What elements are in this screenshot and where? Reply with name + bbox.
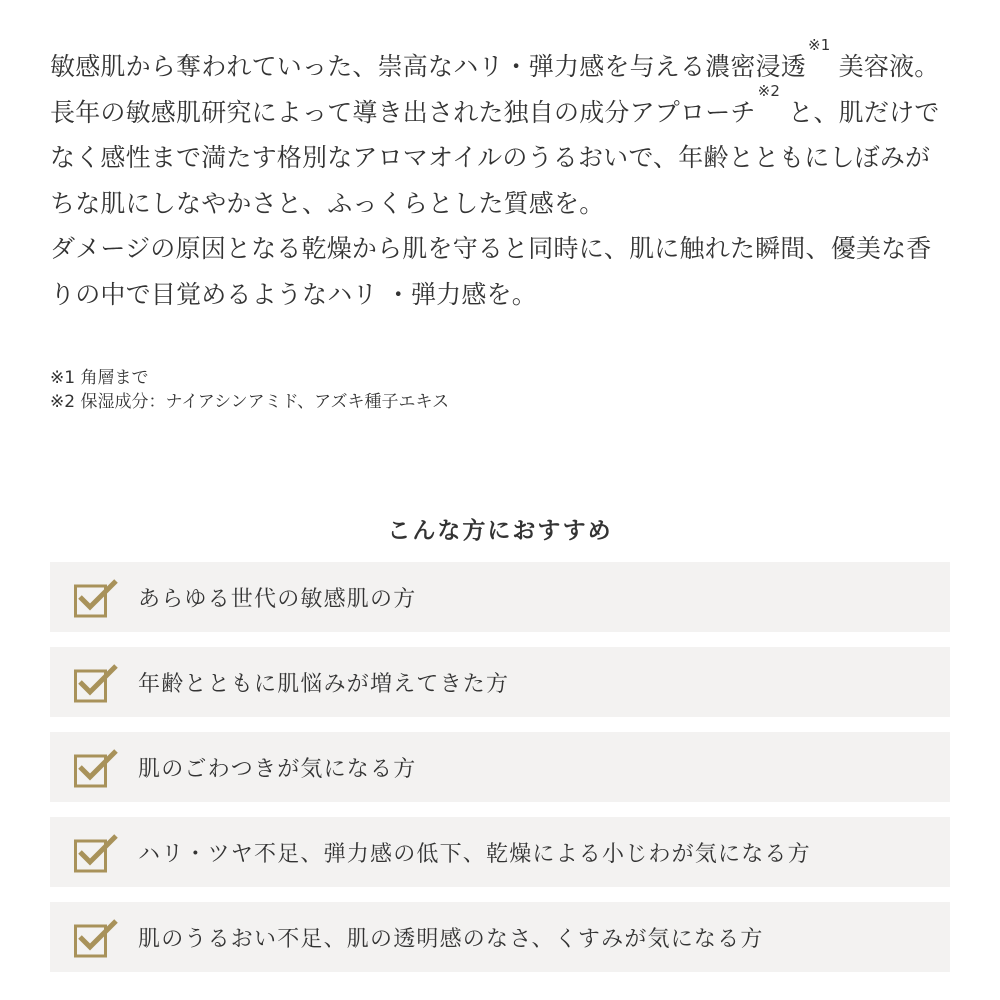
list-item-label: 肌のごわつきが気になる方	[138, 756, 417, 782]
product-description	[50, 36, 950, 317]
checkbox-checked-icon	[74, 919, 120, 959]
description-paragraph-3: ダメージの原因となる乾燥から肌を守ると同時に、肌に触れた瞬間、優美な香りの中で目覚めるようなハリ ・弾力感を。	[50, 234, 932, 309]
footnote-ref-1: ※1	[808, 36, 831, 54]
list-item	[50, 732, 950, 802]
description-paragraph-1: 敏感肌から奪われていった、崇高なハリ・弾力感を与える濃密浸透$^{※1}$ 美容液。	[50, 36, 940, 81]
list-item	[50, 902, 950, 972]
list-item	[50, 647, 950, 717]
footnote-ref-2: ※2	[757, 81, 781, 100]
checkbox-checked-icon	[74, 579, 120, 619]
checkbox-checked-icon	[74, 664, 120, 704]
footnote-1: ※1 角層まで	[50, 368, 149, 388]
footnotes	[50, 366, 449, 414]
list-item-label: 肌のうるおい不足、肌の透明感のなさ、くすみが気になる方	[138, 926, 764, 952]
list-item-label: ハリ・ツヤ不足、弾力感の低下、乾燥による小じわが気になる方	[138, 841, 811, 867]
list-item	[50, 817, 950, 887]
recommend-heading: こんな方におすすめ	[387, 518, 613, 544]
list-item	[50, 562, 950, 632]
checkbox-checked-icon	[74, 749, 120, 789]
checkbox-checked-icon	[74, 834, 120, 874]
list-item-label: 年齢とともに肌悩みが増えてきた方	[138, 671, 510, 697]
footnote-2: ※2 保湿成分：ナイアシンアミド、アズキ種子エキス	[50, 392, 450, 412]
description-paragraph-2: 長年の敏感肌研究によって導き出された独自の成分アプローチ$^{※2}$ と、肌だけでなく感性まで満たす格別なアロマオイルのうるおいで、年齢とともにしぼみがちな肌にしなやかさと、ふっくらとした質感を。	[50, 81, 940, 218]
list-item-label: あらゆる世代の敏感肌の方	[138, 586, 417, 612]
recommend-list	[50, 562, 950, 987]
